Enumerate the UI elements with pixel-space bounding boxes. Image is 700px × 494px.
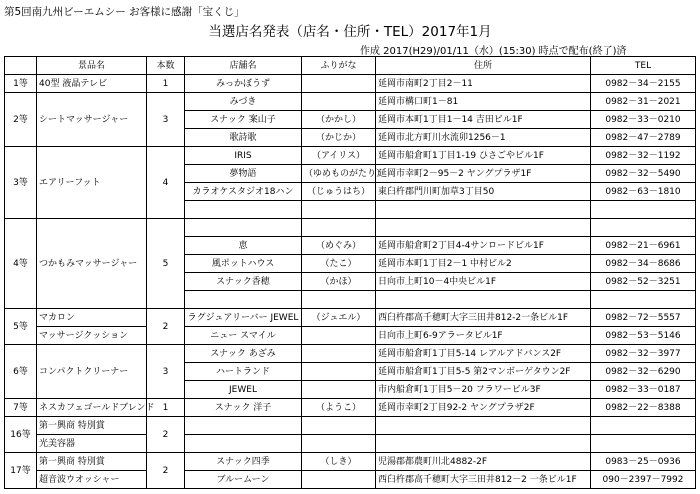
prize-cell: マッサージクッション [37, 327, 147, 345]
store-cell: スナック あざみ [185, 345, 302, 363]
header-cell-furigana: ふりがな [302, 57, 376, 75]
tel-cell: 0982－63－1810 [591, 183, 696, 201]
address-cell: 西臼杵郡高千穂町大字三田井812-2一条ビル1F [376, 309, 591, 327]
store-cell: ハートランド [185, 363, 302, 381]
address-cell: 延岡市南町2丁目2－11 [376, 75, 591, 93]
store-cell [185, 291, 302, 309]
store-cell: 歌詩歌 [185, 129, 302, 147]
count-cell: 1 [147, 75, 185, 93]
store-cell [185, 201, 302, 219]
furigana-cell: （めぐみ） [302, 237, 376, 255]
rank-cell: 17等 [5, 453, 37, 489]
address-cell [376, 219, 591, 237]
furigana-cell [302, 381, 376, 399]
table-row [5, 75, 696, 93]
prize-cell: 40型 液晶テレビ [37, 75, 147, 93]
furigana-cell [302, 201, 376, 219]
furigana-cell [302, 75, 376, 93]
table-row [5, 471, 696, 489]
furigana-cell [302, 345, 376, 363]
campaign-heading: 第5回南九州ビーエムシー お客様に感謝「宝くじ」 [4, 6, 245, 18]
tel-cell: 0982－33－0187 [591, 381, 696, 399]
address-cell: 延岡市幸町2－95－2 ヤングプラザ1F [376, 165, 591, 183]
tel-cell: 0982－21－6961 [591, 237, 696, 255]
table-row [5, 399, 696, 417]
address-cell: 延岡市幸町2丁目92-2 ヤングプラザ2F [376, 399, 591, 417]
address-cell: 延岡市本町1丁目1－14 吉田ビル1F [376, 111, 591, 129]
winners-table-body [5, 57, 696, 489]
address-cell: 日向市上町6-9アラータビル1F [376, 327, 591, 345]
store-cell: みづき [185, 93, 302, 111]
table-row [5, 219, 696, 237]
store-cell: 恵 [185, 237, 302, 255]
furigana-cell [302, 291, 376, 309]
furigana-cell: （かほ） [302, 273, 376, 291]
furigana-cell: （たこ） [302, 255, 376, 273]
store-cell: スナック香穂 [185, 273, 302, 291]
store-cell: スナック 洋子 [185, 399, 302, 417]
store-cell: ニュー スマイル [185, 327, 302, 345]
prize-cell: 光美容器 [37, 435, 147, 453]
store-cell [185, 417, 302, 435]
tel-cell: 0982－34－8686 [591, 255, 696, 273]
tel-cell: 0982－34－2155 [591, 75, 696, 93]
tel-cell: 0982－32－1192 [591, 147, 696, 165]
store-cell: JEWEL [185, 381, 302, 399]
rank-cell: 5等 [5, 309, 37, 345]
tel-cell: 0983－25－0936 [591, 453, 696, 471]
store-cell: スナック四季 [185, 453, 302, 471]
rank-cell: 3等 [5, 147, 37, 219]
tel-cell [591, 291, 696, 309]
tel-cell: 0982－32－3977 [591, 345, 696, 363]
store-cell: スナック 案山子 [185, 111, 302, 129]
prize-cell: エアリーフット [37, 147, 147, 219]
store-cell: ラグジュアリーバー JEWEL [185, 309, 302, 327]
prize-cell: ネスカフェゴールドブレンド [37, 399, 147, 417]
count-cell: 1 [147, 399, 185, 417]
table-row [5, 435, 696, 453]
rank-cell: 2等 [5, 93, 37, 147]
address-cell: 延岡市本町1丁目2－1 中村ビル2 [376, 255, 591, 273]
count-cell: 2 [147, 309, 185, 345]
store-cell: 風ポットハウス [185, 255, 302, 273]
table-row [5, 417, 696, 435]
furigana-cell: （じゅうはち） [302, 183, 376, 201]
furigana-cell: （アイリス） [302, 147, 376, 165]
rank-cell: 6等 [5, 345, 37, 399]
furigana-cell [302, 417, 376, 435]
prize-cell: つかもみマッサージャー [37, 219, 147, 309]
tel-cell: 0982－33－0210 [591, 111, 696, 129]
prize-cell: 超音波ウオッシャー [37, 471, 147, 489]
furigana-cell: （ようこ） [302, 399, 376, 417]
address-cell: 延岡市船倉町2丁目4-4サンロードビル1F [376, 237, 591, 255]
address-cell [376, 435, 591, 453]
table-row [5, 453, 696, 471]
header-cell-count: 本数 [147, 57, 185, 75]
furigana-cell: （かじか） [302, 129, 376, 147]
table-row [5, 147, 696, 165]
furigana-cell [302, 363, 376, 381]
address-cell [376, 201, 591, 219]
store-cell: みっかぼうず [185, 75, 302, 93]
count-cell: 2 [147, 417, 185, 453]
address-cell: 市内船倉町1丁目5－20 フラワービル3F [376, 381, 591, 399]
rank-cell: 1等 [5, 75, 37, 93]
address-cell [376, 291, 591, 309]
store-cell: ブルームーン [185, 471, 302, 489]
prize-cell: マカロン [37, 309, 147, 327]
furigana-cell: （しき） [302, 453, 376, 471]
address-cell: 延岡市船倉町1丁目1-19 ひさごやビル1F [376, 147, 591, 165]
count-cell: 3 [147, 345, 185, 399]
tel-cell: 0982－47－2789 [591, 129, 696, 147]
furigana-cell [302, 435, 376, 453]
furigana-cell [302, 219, 376, 237]
prize-cell: シートマッサージャー [37, 93, 147, 147]
address-cell: 児湯郡都農町川北4882-2F [376, 453, 591, 471]
address-cell: 延岡市構口町1－81 [376, 93, 591, 111]
furigana-cell [302, 471, 376, 489]
count-cell: 5 [147, 219, 185, 309]
count-cell: 2 [147, 453, 185, 489]
address-cell: 延岡市船倉町1丁目5-14 レアルアドバンス2F [376, 345, 591, 363]
prize-cell: コンパクトクリーナー [37, 345, 147, 399]
tel-cell: 0982－52－3251 [591, 273, 696, 291]
tel-cell [591, 417, 696, 435]
furigana-cell [302, 327, 376, 345]
prize-cell: 第一興商 特別賞 [37, 417, 147, 435]
header-cell-prize: 景品名 [37, 57, 147, 75]
tel-cell [591, 219, 696, 237]
winners-table [4, 56, 696, 489]
created-note: 作成 2017(H29)/01/11（水）(15:30) 時点で配布(終了)済 [360, 46, 627, 57]
tel-cell: 0982－53－5146 [591, 327, 696, 345]
table-row [5, 345, 696, 363]
table-row [5, 309, 696, 327]
address-cell: 西臼杵郡高千穂町大字三田井812－2 一条ビル1F [376, 471, 591, 489]
furigana-cell: （かかし） [302, 111, 376, 129]
header-cell-address: 住所 [376, 57, 591, 75]
tel-cell: 0982－32－5490 [591, 165, 696, 183]
header-cell-store: 店舗名 [185, 57, 302, 75]
tel-cell: 0982－32－6290 [591, 363, 696, 381]
address-cell: 延岡市北方町川水流卯1256－1 [376, 129, 591, 147]
tel-cell [591, 201, 696, 219]
tel-cell: 0982－22－8388 [591, 399, 696, 417]
table-row [5, 327, 696, 345]
furigana-cell: （ゆめものがたり） [302, 165, 376, 183]
store-cell [185, 219, 302, 237]
rank-cell: 16等 [5, 417, 37, 453]
furigana-cell: （ジュエル） [302, 309, 376, 327]
tel-cell: 090－2397－7992 [591, 471, 696, 489]
store-cell: 夢物語 [185, 165, 302, 183]
tel-cell [591, 435, 696, 453]
address-cell: 東臼杵郡門川町加草3丁目50 [376, 183, 591, 201]
table-row [5, 93, 696, 111]
store-cell: カラオケスタジオ18ハン [185, 183, 302, 201]
address-cell [376, 417, 591, 435]
prize-cell: 第一興商 特別賞 [37, 453, 147, 471]
page-title: 当選店名発表（店名・住所・TEL）2017年1月 [208, 24, 492, 40]
rank-cell: 4等 [5, 219, 37, 309]
count-cell: 3 [147, 93, 185, 147]
address-cell: 延岡市船倉町1丁目5-5 第2マンボーゲタウン2F [376, 363, 591, 381]
address-cell: 日向市上町10－4中央ビル1F [376, 273, 591, 291]
rank-cell: 7等 [5, 399, 37, 417]
store-cell [185, 435, 302, 453]
header-cell-rank [5, 57, 37, 75]
store-cell: IRIS [185, 147, 302, 165]
header-cell-tel: TEL [591, 57, 696, 75]
furigana-cell [302, 93, 376, 111]
tel-cell: 0982－31－2021 [591, 93, 696, 111]
count-cell: 4 [147, 147, 185, 219]
header-row [5, 57, 696, 75]
tel-cell: 0982－72－5557 [591, 309, 696, 327]
